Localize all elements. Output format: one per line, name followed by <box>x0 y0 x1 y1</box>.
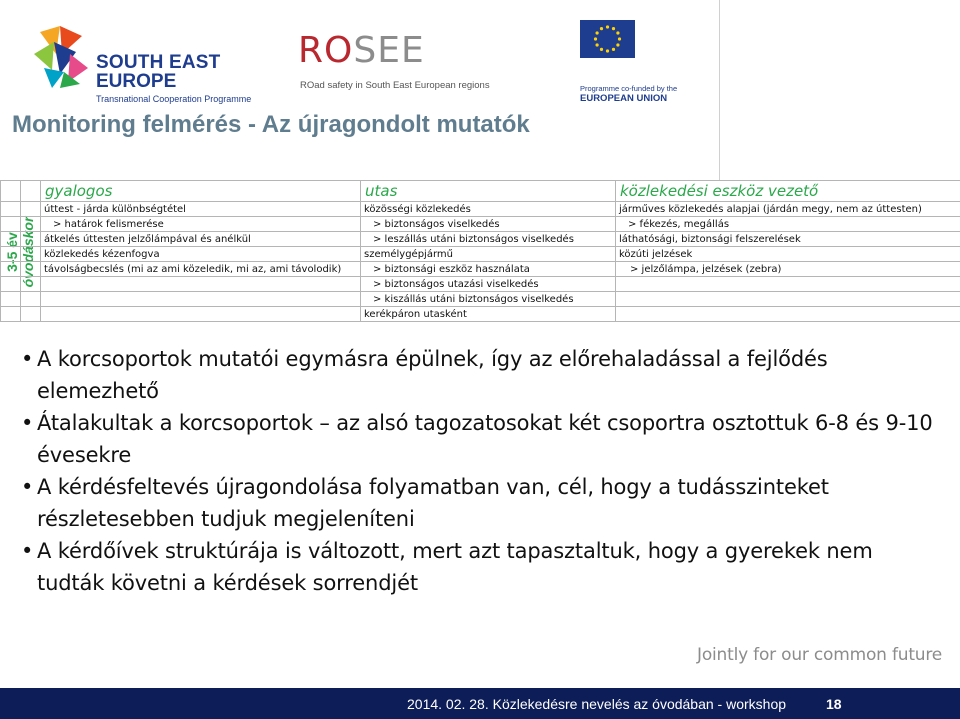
footer-text: 2014. 02. 28. Közlekedésre nevelés az óvodában - workshop <box>407 696 787 712</box>
table-row <box>1 202 960 217</box>
header-divider <box>719 0 720 180</box>
table-cell <box>1 217 21 232</box>
see-logo-line1: SOUTH EAST <box>96 52 221 73</box>
table-cell <box>41 307 361 322</box>
table-cell <box>616 292 960 307</box>
see-logo-line3: Transnational Cooperation Programme <box>96 94 252 104</box>
rosee-logo <box>298 30 538 100</box>
slide-title: Monitoring felmérés - Az újragondolt mutatók <box>12 111 530 138</box>
rosee-see: SEE <box>353 30 425 71</box>
table-cell <box>1 307 21 322</box>
table-row <box>1 247 960 262</box>
table-cell: járműves közlekedés alapjai (járdán megy, nem az úttesten) <box>616 202 960 217</box>
table-cell <box>1 277 21 292</box>
table-cell <box>21 247 41 262</box>
table-cell: láthatósági, biztonsági felszerelések <box>616 232 960 247</box>
column-header-vehicle-driver: közlekedési eszköz vezető <box>616 181 960 202</box>
footer-bar <box>0 688 960 719</box>
table-cell: közösségi közlekedés <box>361 202 616 217</box>
column-header-passenger: utas <box>361 181 616 202</box>
rosee-wordmark <box>298 30 538 71</box>
table-cell: > biztonságos utazási viselkedés <box>361 277 616 292</box>
table-cell <box>616 307 960 322</box>
table-cell <box>21 202 41 217</box>
table-row <box>1 262 960 277</box>
eu-cofunded-text: Programme co-funded by the <box>580 84 678 93</box>
table-cell <box>1 232 21 247</box>
bullet-dot: • <box>21 539 34 563</box>
bullet-dot: • <box>21 347 34 371</box>
table-cell <box>41 292 361 307</box>
rosee-subtitle: ROad safety in South East European regions <box>300 80 490 91</box>
south-east-europe-logo <box>30 20 252 104</box>
eu-logo <box>580 20 690 104</box>
table-cell: > biztonsági eszköz használata <box>361 262 616 277</box>
table-cell: közúti jelzések <box>616 247 960 262</box>
table-cell <box>1 262 21 277</box>
table-cell <box>1 202 21 217</box>
table-cell: > kiszállás utáni biztonságos viselkedés <box>361 292 616 307</box>
bullet-text: A kérdésfeltevés újragondolása folyamatban van, cél, hogy a tudásszinteket részletesebben tudjuk megjeleníteni <box>37 475 829 531</box>
page-number: 18 <box>826 696 842 712</box>
table-cell <box>21 232 41 247</box>
table-cell: úttest - járda különbségtétel <box>41 202 361 217</box>
bullet-item <box>20 343 940 407</box>
table-cell: > jelzőlámpa, jelzések (zebra) <box>616 262 960 277</box>
table-cell: távolságbecslés (mi az ami közeledik, mi az, ami távolodik) <box>41 262 361 277</box>
table-cell <box>616 277 960 292</box>
table-row <box>1 292 960 307</box>
eu-union-text: EUROPEAN UNION <box>580 93 668 104</box>
see-logo-line2: EUROPE <box>96 71 177 92</box>
age-group-name: óvodáskor <box>20 216 36 288</box>
table-header-row <box>1 181 960 202</box>
table-row <box>1 232 960 247</box>
table-row <box>1 217 960 232</box>
eu-flag-icon <box>580 20 635 58</box>
table-cell: kerékpáron utasként <box>361 307 616 322</box>
table-cell <box>21 262 41 277</box>
column-header-pedestrian: gyalogos <box>41 181 361 202</box>
bullet-text: A kérdőívek struktúrája is változott, mert azt tapasztaltuk, hogy a gyerekek nem tudták követni a kérdések sorrendjét <box>37 539 873 595</box>
bullet-item <box>20 471 940 535</box>
table-cell: közlekedés kézenfogva <box>41 247 361 262</box>
table-row <box>1 307 960 322</box>
table-cell <box>21 307 41 322</box>
table-cell <box>21 292 41 307</box>
table-cell: átkelés úttesten jelzőlámpával és anélkül <box>41 232 361 247</box>
age-range-label: 3-5 év <box>4 232 20 272</box>
table-row <box>1 277 960 292</box>
table-cell <box>21 181 41 202</box>
table-cell: > biztonságos viselkedés <box>361 217 616 232</box>
jointly-slogan: Jointly for our common future <box>697 645 943 665</box>
table-cell <box>41 277 361 292</box>
table-cell <box>21 217 41 232</box>
table-cell <box>1 292 21 307</box>
see-programme-logo-icon <box>30 24 90 90</box>
bullet-item <box>20 535 940 599</box>
bullet-text: Átalakultak a korcsoportok – az alsó tagozatosokat két csoportra osztottuk 6-8 és 9-10 évesekre <box>37 411 933 467</box>
bullet-dot: • <box>21 475 34 499</box>
table-cell: > fékezés, megállás <box>616 217 960 232</box>
table-cell: > leszállás utáni biztonságos viselkedés <box>361 232 616 247</box>
bullet-item <box>20 407 940 471</box>
table-cell <box>1 181 21 202</box>
rosee-ro: RO <box>298 30 354 71</box>
bullet-list <box>20 343 940 599</box>
table-cell <box>1 247 21 262</box>
table-cell <box>21 277 41 292</box>
bullet-text: A korcsoportok mutatói egymásra épülnek, így az előrehaladással a fejlődés elemezhető <box>37 347 828 403</box>
table-cell: > határok felismerése <box>41 217 361 232</box>
bullet-dot: • <box>21 411 34 435</box>
indicator-table <box>0 180 960 322</box>
table-cell: személygépjármű <box>361 247 616 262</box>
